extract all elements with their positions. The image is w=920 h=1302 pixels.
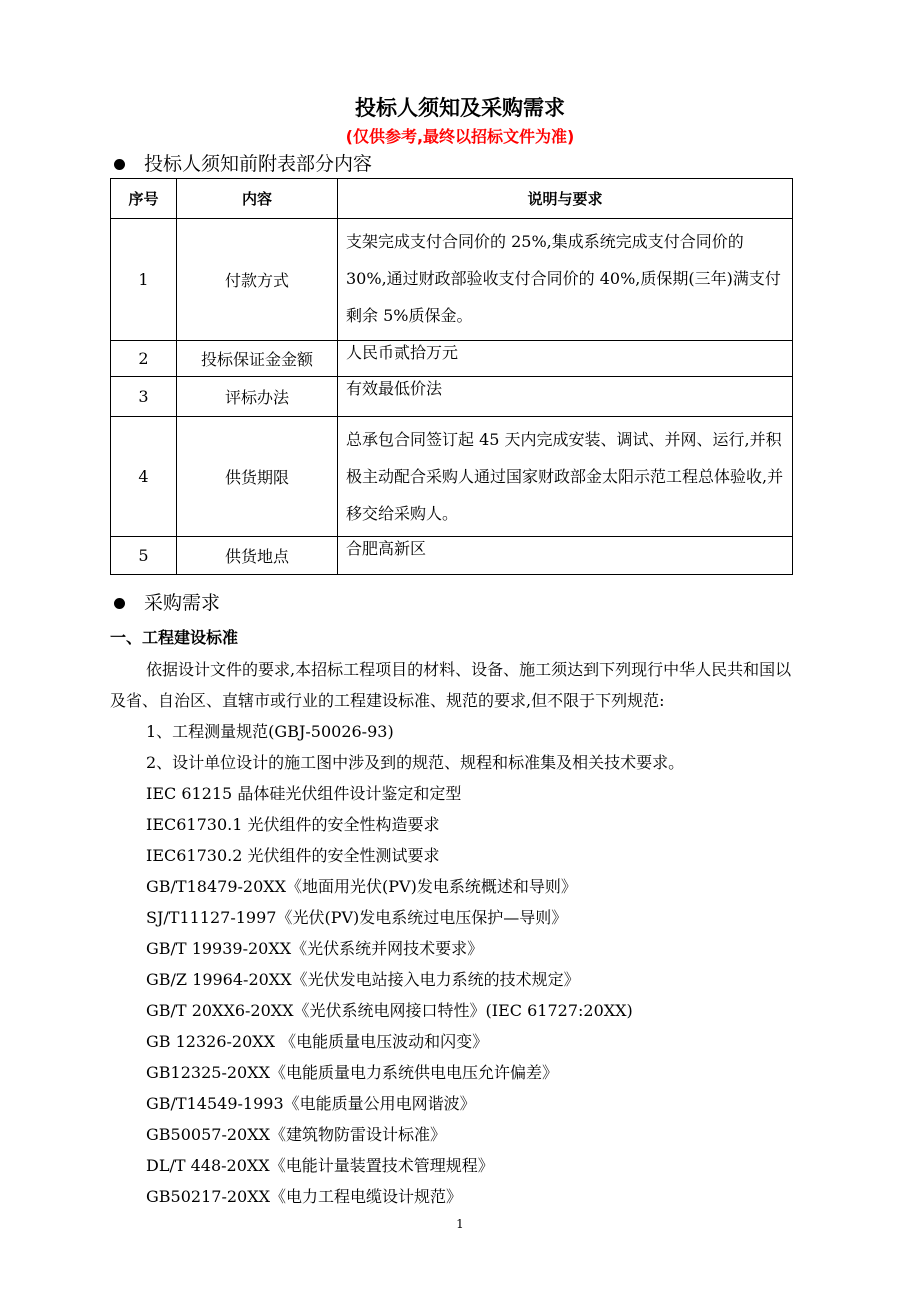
requirements-table <box>110 178 793 575</box>
list-item: GB50057-20XX《建筑物防雷设计标准》 <box>146 1125 446 1144</box>
list-item: GB12325-20XX《电能质量电力系统供电电压允许偏差》 <box>146 1063 558 1082</box>
row-no: 2 <box>111 341 177 377</box>
row-no: 1 <box>111 219 177 341</box>
list-item: IEC61730.1 光伏组件的安全性构造要求 <box>146 815 440 834</box>
standards-list <box>146 716 684 1212</box>
list-item: 1、工程测量规范(GBJ-50026-93) <box>146 722 394 741</box>
subsection-heading: 一、工程建设标准 <box>110 628 239 647</box>
row-no: 5 <box>111 537 177 575</box>
row-item: 供货期限 <box>177 417 338 537</box>
row-desc: 总承包合同签订起 45 天内完成安装、调试、并网、运行,并积极主动配合采购人通过国家财政部金太阳示范工程总体验收,并移交给采购人。 <box>338 417 793 537</box>
table-row <box>111 417 793 537</box>
table-row <box>111 377 793 417</box>
list-item: IEC61730.2 光伏组件的安全性测试要求 <box>146 846 440 865</box>
list-item: GB/Z 19964-20XX《光伏发电站接入电力系统的技术规定》 <box>146 970 580 989</box>
list-item: IEC 61215 晶体硅光伏组件设计鉴定和定型 <box>146 784 462 803</box>
section-heading-procurement <box>114 590 220 616</box>
row-desc: 人民币贰拾万元 <box>338 341 793 377</box>
section-heading-text: 采购需求 <box>144 592 221 614</box>
table-row <box>111 219 793 341</box>
list-item: GB 12326-20XX 《电能质量电压波动和闪变》 <box>146 1032 489 1051</box>
row-item: 评标办法 <box>177 377 338 417</box>
row-desc: 合肥高新区 <box>338 537 793 575</box>
list-item: SJ/T11127-1997《光伏(PV)发电系统过电压保护—导则》 <box>146 908 568 927</box>
table-row <box>111 537 793 575</box>
page-number: 1 <box>456 1217 464 1231</box>
list-item: GB50217-20XX《电力工程电缆设计规范》 <box>146 1187 462 1206</box>
row-item: 付款方式 <box>177 219 338 341</box>
table-row <box>111 341 793 377</box>
bullet-icon <box>114 598 125 609</box>
bullet-icon <box>114 159 125 170</box>
header-requirements: 说明与要求 <box>338 179 793 219</box>
intro-paragraph: 依据设计文件的要求,本招标工程项目的材料、设备、施工须达到下列现行中华人民共和国以及省、自治区、直辖市或行业的工程建设标准、规范的要求,但不限于下列规范: <box>110 660 792 710</box>
row-no: 4 <box>111 417 177 537</box>
document-subtitle: (仅供参考,最终以招标文件为准) <box>345 127 575 146</box>
list-item: GB/T 19939-20XX《光伏系统并网技术要求》 <box>146 939 484 958</box>
list-item: GB/T 20XX6-20XX《光伏系统电网接口特性》(IEC 61727:20XX) <box>146 1001 633 1020</box>
section-heading-text: 投标人须知前附表部分内容 <box>144 153 373 175</box>
list-item: GB/T14549-1993《电能质量公用电网谐波》 <box>146 1094 476 1113</box>
list-item: GB/T18479-20XX《地面用光伏(PV)发电系统概述和导则》 <box>146 877 577 896</box>
row-item: 供货地点 <box>177 537 338 575</box>
row-item: 投标保证金金额 <box>177 341 338 377</box>
row-desc: 支架完成支付合同价的 25%,集成系统完成支付合同价的 30%,通过财政部验收支付合同价的 40%,质保期(三年)满支付剩余 5%质保金。 <box>338 219 793 341</box>
table-header-row <box>111 179 793 219</box>
section-heading-bidder-notice <box>114 151 372 177</box>
header-content: 内容 <box>177 179 338 219</box>
list-item: 2、设计单位设计的施工图中涉及到的规范、规程和标准集及相关技术要求。 <box>146 753 685 772</box>
row-no: 3 <box>111 377 177 417</box>
document-title: 投标人须知及采购需求 <box>355 96 565 120</box>
row-desc: 有效最低价法 <box>338 377 793 417</box>
header-no: 序号 <box>111 179 177 219</box>
list-item: DL/T 448-20XX《电能计量装置技术管理规程》 <box>146 1156 494 1175</box>
